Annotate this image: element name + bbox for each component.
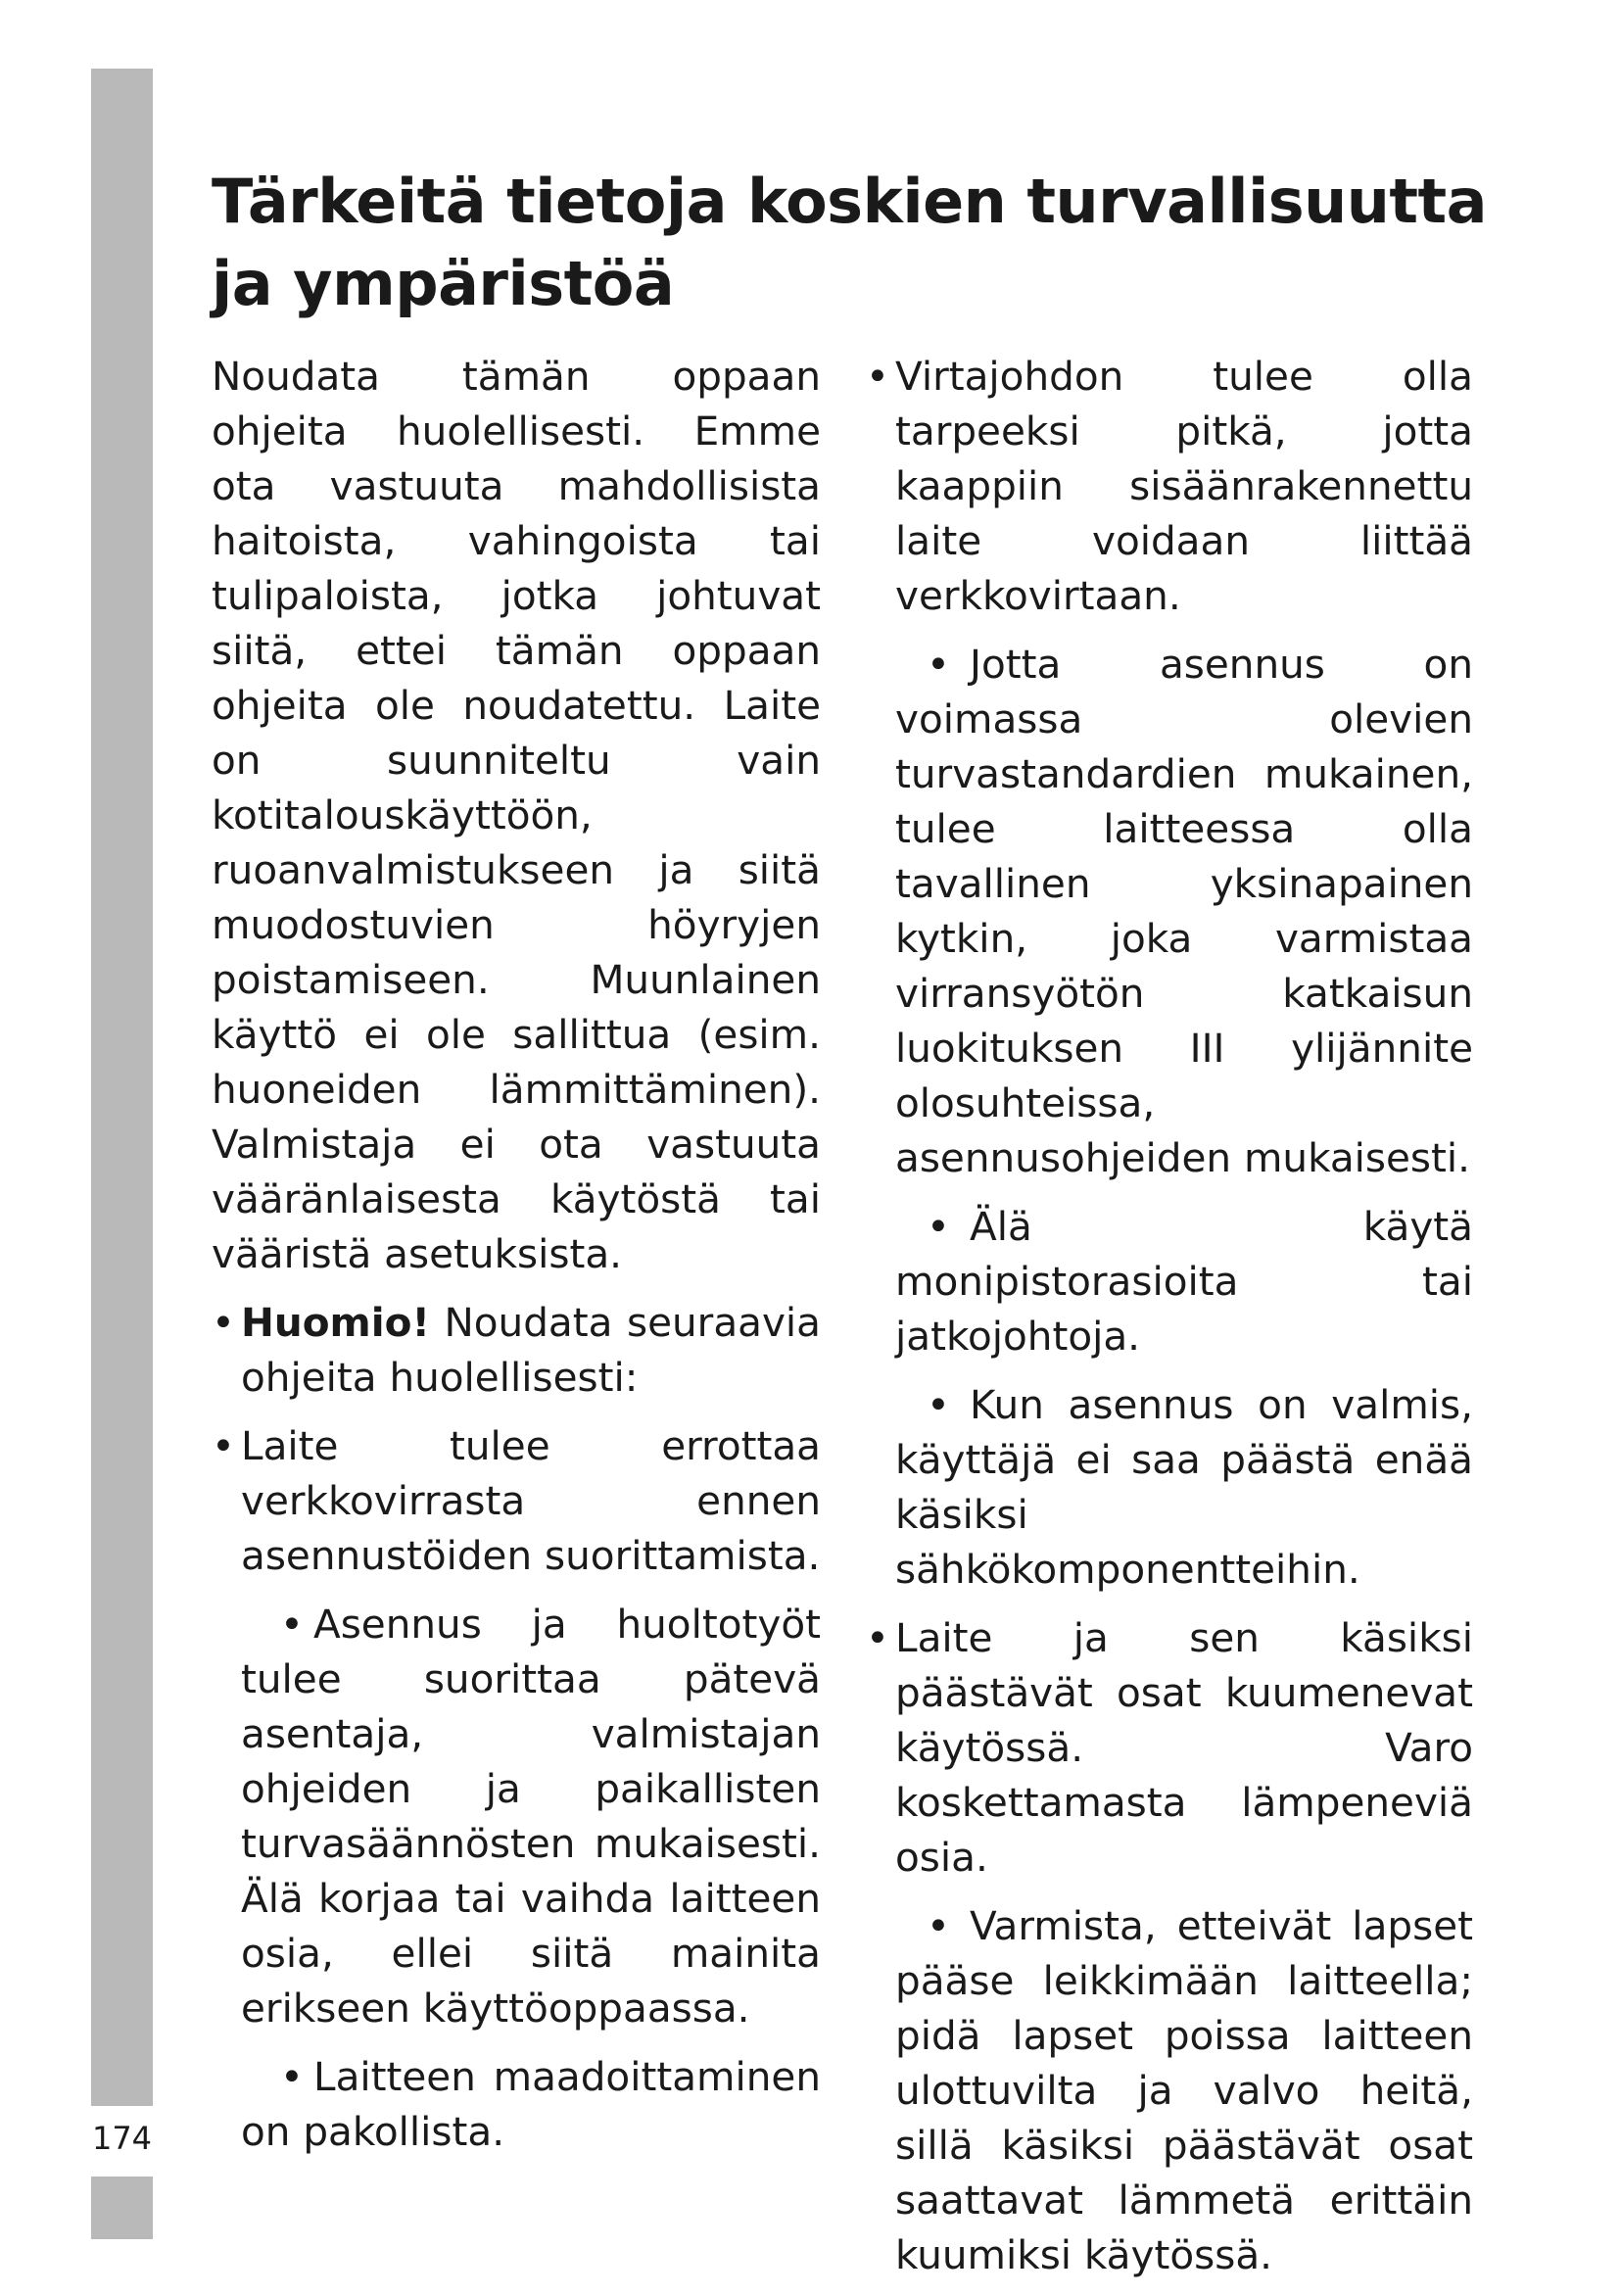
bullet-icon: • xyxy=(927,1381,950,1428)
page-title: Tärkeitä tietoja koskien turvallisuutta ja ympäristöä xyxy=(212,166,1487,319)
sub-bullet-installation-text: Asennus ja huoltotyöt tulee suorittaa pätevä asentaja, valmistajan ohjeiden ja paikallisten turvasäännösten mukaisesti. Älä korjaa tai vaihda laitteen osia, ellei siitä mainita erikseen käyttöoppaassa. xyxy=(241,1601,821,2032)
bullet-disconnect-text: Laite tulee errottaa verkkovirrasta ennen asennustöiden suorittamista. xyxy=(241,1422,821,1579)
bullet-icon: • xyxy=(280,1601,304,1648)
sub-bullet-extension xyxy=(866,1199,1473,1363)
bullet-icon: • xyxy=(212,1299,235,1346)
bullet-icon: • xyxy=(927,1902,950,1949)
bullet-icon: • xyxy=(280,2053,304,2100)
intro-paragraph: Noudata tämän oppaan ohjeita huolellisesti. Emme ota vastuuta mahdollisista haitoista, vahingoista tai tulipaloista, jotka johtuvat siitä, ettei tämän oppaan ohjeita ole noudatettu. Laite on suunniteltu vain kotitalouskäyttöön, ruoanvalmistukseen ja siitä muodostuvien höyryjen poistamiseen. Muunlainen käyttö ei ole sallittua (esim. huoneiden lämmittäminen). Valmistaja ei ota vastuuta vääränlaisesta käytöstä tai vääristä asetuksista. xyxy=(212,353,821,1277)
left-column xyxy=(212,349,821,2173)
bullet-icon: • xyxy=(927,641,950,688)
sub-bullet-children xyxy=(866,1898,1473,2282)
bullet-power-cord-text: Virtajohdon tulee olla tarpeeksi pitkä, jotta kaappiin sisäänrakennettu laite voidaan liittää verkkovirtaan. xyxy=(895,353,1473,619)
sub-bullet-components xyxy=(866,1377,1473,1597)
side-bar-bottom-decoration xyxy=(91,2176,153,2239)
sub-bullet-switch-text: Jotta asennus on voimassa olevien turvastandardien mukainen, tulee laitteessa olla tavallinen yksinapainen kytkin, joka varmistaa virransyötön katkaisun luokituksen III ylijännite olosuhteissa, asennusohjeiden mukaisesti. xyxy=(895,641,1473,1181)
sub-bullet-children-text: Varmista, etteivät lapset pääse leikkimään laitteella; pidä lapset poissa laitteen ulottuvilta ja valvo heitä, sillä käsiksi päästävät osat saattavat lämmetä erittäin kuumiksi käytössä. xyxy=(895,1902,1473,2278)
sub-bullet-grounding-text: Laitteen maadoittaminen on pakollista. xyxy=(241,2053,821,2155)
huomio-label: Huomio! xyxy=(241,1299,430,1346)
sub-bullet-switch xyxy=(866,637,1473,1185)
bullet-icon: • xyxy=(866,1614,889,1661)
sub-bullet-components-text: Kun asennus on valmis, käyttäjä ei saa päästä enää käsiksi sähkökomponentteihin. xyxy=(895,1381,1473,1593)
bullet-icon: • xyxy=(866,353,889,400)
sub-bullet-extension-text: Älä käytä monipistorasioita tai jatkojohtoja. xyxy=(895,1203,1473,1360)
sub-bullet-installation xyxy=(212,1597,821,2035)
right-column xyxy=(866,349,1473,2296)
bullet-icon: • xyxy=(212,1422,235,1469)
huomio-text: Noudata seuraavia ohjeita huolellisesti: xyxy=(241,1299,821,1401)
bullet-huomio xyxy=(212,1295,821,1405)
bullet-icon: • xyxy=(927,1203,950,1250)
bullet-hot-parts xyxy=(866,1610,1473,1885)
sub-bullet-grounding xyxy=(212,2049,821,2159)
bullet-disconnect xyxy=(212,1418,821,1583)
side-bar-decoration xyxy=(91,69,153,2106)
bullet-hot-parts-text: Laite ja sen käsiksi päästävät osat kuumenevat käytössä. Varo koskettamasta lämpeneviä osia. xyxy=(895,1614,1473,1881)
page-number: 174 xyxy=(91,2120,153,2157)
bullet-power-cord xyxy=(866,349,1473,623)
